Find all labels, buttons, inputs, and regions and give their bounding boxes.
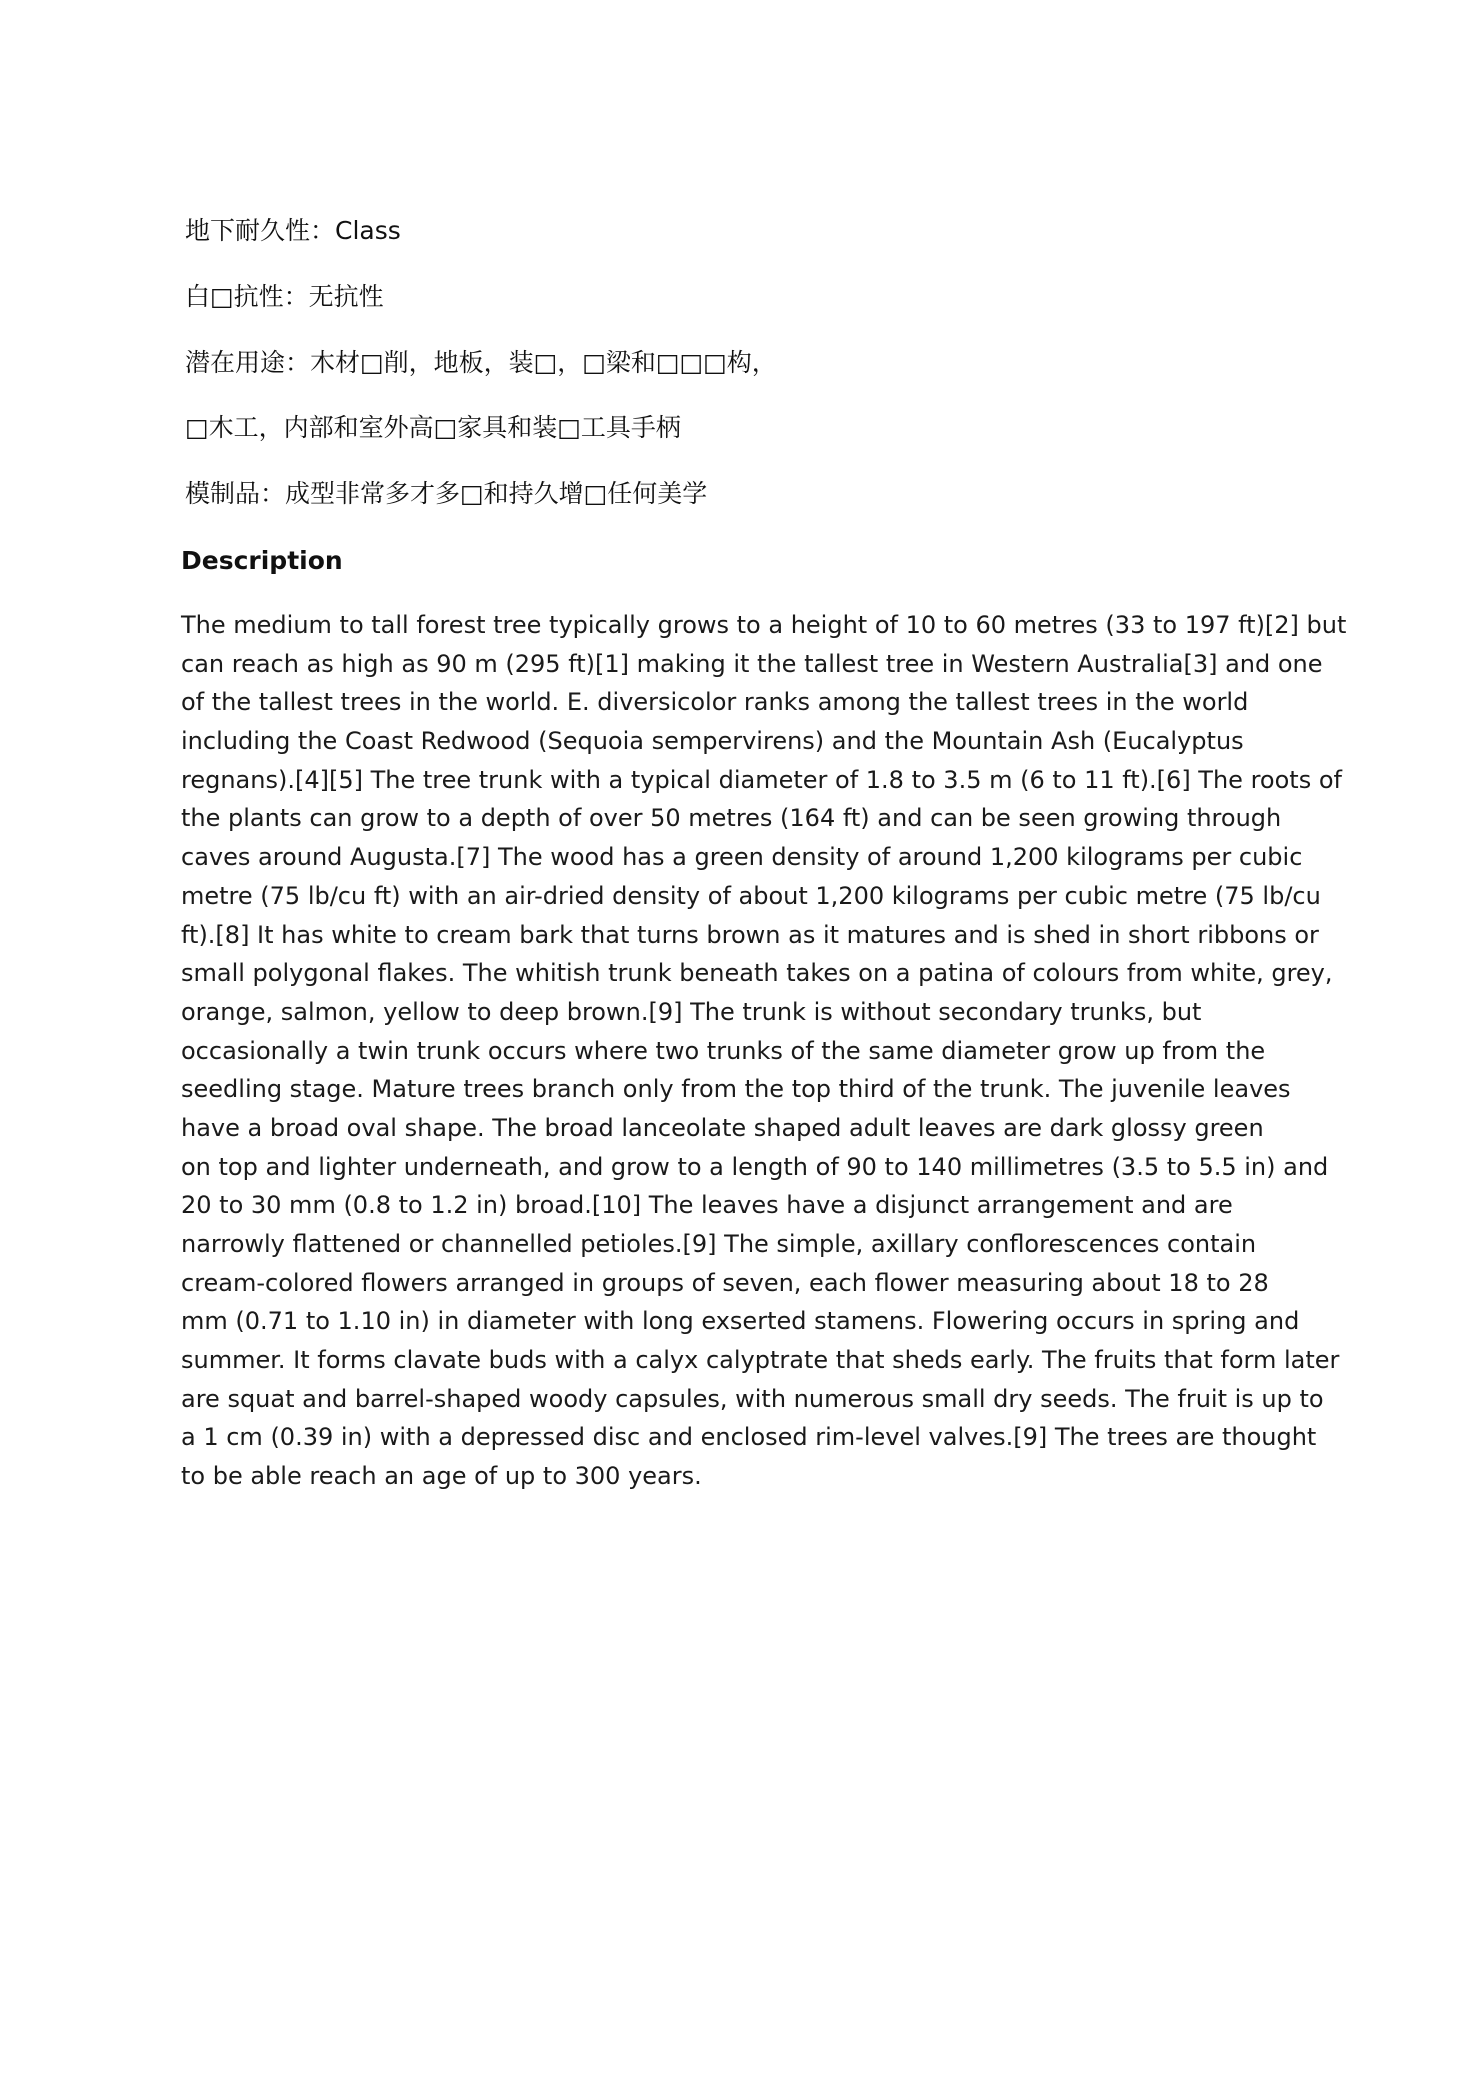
paragraph-line-text: on top and lighter underneath, and grow to a length of 90 to 140 millimetres (3.5 to 5.5 in) and bbox=[181, 1152, 1329, 1181]
paragraph-line-text: ft).[8] It has white to cream bark that turns brown as it matures and is shed in short ribbons or bbox=[181, 920, 1319, 949]
paragraph-line-text: mm (0.71 to 1.10 in) in diameter with long exserted stamens. Flowering occurs in spring and bbox=[181, 1307, 1300, 1336]
paragraph-line bbox=[181, 761, 1451, 800]
paragraph-line-text: have a broad oval shape. The broad lanceolate shaped adult leaves are dark glossy green bbox=[181, 1113, 1264, 1142]
property-line bbox=[185, 330, 1455, 396]
paragraph-line-text: a 1 cm (0.39 in) with a depressed disc and enclosed rim-level valves.[9] The trees are thought bbox=[181, 1423, 1317, 1452]
property-line bbox=[185, 461, 1455, 527]
paragraph-line bbox=[181, 1457, 1451, 1496]
paragraph-line bbox=[181, 1225, 1451, 1264]
paragraph-line-text: of the tallest trees in the world. E. diversicolor ranks among the tallest trees in the world bbox=[181, 688, 1249, 717]
property-line bbox=[185, 395, 1455, 461]
paragraph-line bbox=[181, 1148, 1451, 1187]
paragraph-line bbox=[181, 954, 1451, 993]
paragraph-line bbox=[181, 993, 1451, 1032]
paragraph-line-text: caves around Augusta.[7] The wood has a green density of around 1,200 kilograms per cubic bbox=[181, 843, 1303, 872]
paragraph-line bbox=[181, 877, 1451, 916]
paragraph-line-text: summer. It forms clavate buds with a calyx calyptrate that sheds early. The fruits that form later bbox=[181, 1346, 1340, 1375]
paragraph-line bbox=[181, 722, 1451, 761]
paragraph-line bbox=[181, 916, 1451, 955]
property-text: 白□抗性：无抗性 bbox=[185, 281, 384, 311]
paragraph-line-text: small polygonal flakes. The whitish trunk beneath takes on a patina of colours from white, grey, bbox=[181, 959, 1333, 988]
property-text: 模制品：成型非常多才多□和持久增□任何美学 bbox=[185, 479, 708, 509]
paragraph-line bbox=[181, 645, 1451, 684]
paragraph-line bbox=[181, 1380, 1451, 1419]
paragraph-line-text: cream-colored flowers arranged in groups of seven, each flower measuring about 18 to 28 bbox=[181, 1268, 1269, 1297]
paragraph-line-text: regnans).[4][5] The tree trunk with a typical diameter of 1.8 to 3.5 m (6 to 11 ft).[6] The roots of bbox=[181, 765, 1342, 794]
paragraph-line bbox=[181, 1264, 1451, 1303]
properties-list bbox=[185, 198, 1455, 527]
paragraph-line-text: including the Coast Redwood (Sequoia sempervirens) and the Mountain Ash (Eucalyptus bbox=[181, 727, 1244, 756]
paragraph-line-text: occasionally a twin trunk occurs where two trunks of the same diameter grow up from the bbox=[181, 1036, 1266, 1065]
paragraph-line bbox=[181, 683, 1451, 722]
paragraph-line bbox=[181, 1186, 1451, 1225]
property-text: 潜在用途：木材□削，地板，装□，□梁和□□□构， bbox=[185, 347, 777, 377]
paragraph-line bbox=[181, 1341, 1451, 1380]
description-paragraph bbox=[181, 606, 1451, 1496]
section-heading: Description bbox=[181, 546, 343, 575]
paragraph-line-text: The medium to tall forest tree typically grows to a height of 10 to 60 metres (33 to 197 ft)[2] but bbox=[181, 611, 1347, 639]
paragraph-line-text: are squat and barrel-shaped woody capsules, with numerous small dry seeds. The fruit is up to bbox=[181, 1384, 1324, 1413]
paragraph-line bbox=[181, 799, 1451, 838]
paragraph-line-text: the plants can grow to a depth of over 50 metres (164 ft) and can be seen growing through bbox=[181, 804, 1282, 833]
paragraph-line bbox=[181, 1109, 1451, 1148]
paragraph-line-text: 20 to 30 mm (0.8 to 1.2 in) broad.[10] The leaves have a disjunct arrangement and are bbox=[181, 1191, 1233, 1220]
paragraph-line bbox=[181, 1302, 1451, 1341]
paragraph-line-text: orange, salmon, yellow to deep brown.[9] The trunk is without secondary trunks, but bbox=[181, 997, 1202, 1026]
paragraph-line-text: metre (75 lb/cu ft) with an air-dried density of about 1,200 kilograms per cubic metre (75 lb/cu bbox=[181, 881, 1321, 910]
property-line bbox=[185, 198, 1455, 264]
paragraph-line-text: seedling stage. Mature trees branch only from the top third of the trunk. The juvenile leaves bbox=[181, 1075, 1291, 1104]
property-text: 地下耐久性：Class bbox=[185, 216, 401, 245]
paragraph-line bbox=[181, 1070, 1451, 1109]
paragraph-line-text: narrowly flattened or channelled petioles.[9] The simple, axillary conflorescences contain bbox=[181, 1230, 1257, 1258]
paragraph-line bbox=[181, 838, 1451, 877]
paragraph-line bbox=[181, 1418, 1451, 1457]
paragraph-line-text: can reach as high as 90 m (295 ft)[1] making it the tallest tree in Western Australia[3] and one bbox=[181, 649, 1323, 678]
property-text: □木工，内部和室外高□家具和装□工具手柄 bbox=[185, 413, 681, 443]
paragraph-line-text: to be able reach an age of up to 300 years. bbox=[181, 1462, 702, 1491]
paragraph-line bbox=[181, 606, 1451, 645]
paragraph-line bbox=[181, 1032, 1451, 1071]
property-line bbox=[185, 264, 1455, 330]
